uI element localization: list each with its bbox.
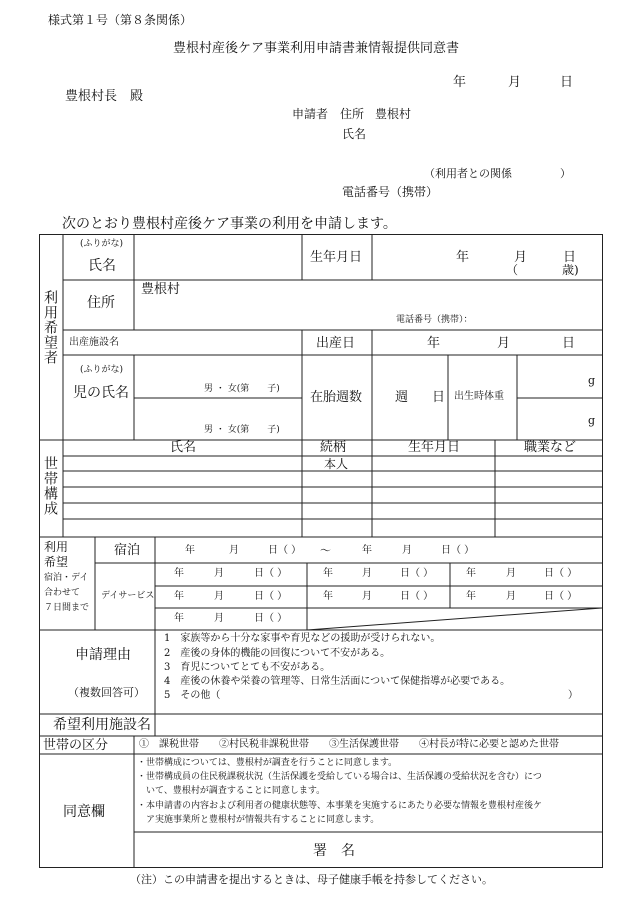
stay-from-month: 月	[229, 545, 239, 556]
stay-tilde: 〜	[320, 544, 331, 557]
user-address-label: 住所	[87, 295, 115, 311]
birth-month: 月	[514, 250, 528, 265]
reason-item-3[interactable]: 3 育児についてとても不安がある。	[164, 662, 331, 673]
user-phone-label: 電話番号（携帯）：	[396, 315, 473, 325]
user-name-label: 氏名	[88, 258, 116, 274]
day2-year: 年	[323, 568, 333, 579]
day3-day: 日（ ）	[544, 568, 578, 579]
household-col-relation: 続柄	[320, 440, 347, 455]
stay-from-day: 日（ ）	[268, 545, 302, 556]
usage-note-3: ７日間まで	[44, 603, 90, 613]
household-col-birth: 生年月日	[408, 440, 461, 455]
usage-label-1: 利用	[44, 540, 69, 554]
reason-item-4[interactable]: 4 産後の休養や栄養の管理等、日常生活面について保健指導が必要である。	[164, 676, 511, 687]
applicant-address-value[interactable]: 豊根村	[375, 107, 412, 121]
consent-item-3b: ア実施事業所と豊根村が情報共有することに同意します。	[137, 815, 380, 825]
household-class-label: 世帯の区分	[43, 738, 109, 753]
reason-other-close: ）	[568, 690, 578, 701]
household-class-options[interactable]: ① 課税世帯 ②村民税非課税世帯 ③生活保護世帯 ④村長が特に必要と認めた世帯	[139, 739, 559, 750]
day6-day: 日（ ）	[544, 591, 578, 602]
day3-year: 年	[466, 568, 476, 579]
name-furigana: (ふりがな)	[80, 239, 124, 249]
day4-month: 月	[214, 591, 224, 602]
day3-month: 月	[506, 568, 516, 579]
delivery-year: 年	[427, 336, 441, 351]
usage-note-2: 合わせて	[44, 588, 81, 598]
signature-label: 署 名	[313, 843, 355, 859]
addressee: 豊根村長 殿	[65, 89, 144, 104]
day1-day: 日（ ）	[254, 568, 288, 579]
consent-item-3a: ・本申請書の内容および利用者の健康状態等、本事業を実施するにあたり必要な情報を豊根村産後ケ	[137, 801, 543, 811]
day7-month: 月	[214, 613, 224, 624]
reason-sub: （複数回答可）	[68, 686, 145, 699]
stay-label: 宿泊	[114, 543, 141, 558]
user-group-label: 利用希望者	[42, 290, 58, 365]
delivery-date-label: 出産日	[316, 336, 356, 351]
intro-text: 次のとおり豊根村産後ケア事業の利用を申請します。	[62, 216, 397, 232]
weight1-unit: g	[588, 374, 596, 387]
household-col-job: 職業など	[524, 440, 577, 455]
consent-item-2b: いて、豊根村が調査することに同意します。	[137, 786, 326, 796]
reason-item-2[interactable]: 2 産後の身体的機能の回復について不安がある。	[164, 648, 391, 659]
stay-to-day: 日（ ）	[441, 545, 475, 556]
date-day: 日	[560, 75, 574, 90]
child1-gender[interactable]: 男 ・ 女(第 子)	[204, 384, 280, 394]
birthdate-label: 生年月日	[310, 250, 363, 265]
form-number: 様式第１号（第８条関係）	[48, 13, 193, 27]
weight2-unit: g	[588, 414, 596, 427]
facility-label: 出産施設名	[69, 337, 119, 348]
user-address-value[interactable]: 豊根村	[141, 282, 181, 297]
footnote: （注）この申請書を提出するときは、母子健康手帳を持参してください。	[130, 873, 493, 886]
delivery-month: 月	[497, 336, 511, 351]
facility-wish-label: 希望利用施設名	[53, 717, 151, 733]
birth-day: 日	[563, 250, 577, 265]
day1-month: 月	[214, 568, 224, 579]
usage-note-1: 宿泊・デイ	[44, 573, 89, 583]
gestation-days: 日	[432, 390, 446, 405]
birth-year: 年	[456, 250, 470, 265]
date-month: 月	[508, 75, 522, 90]
relation-label: （利用者との関係	[424, 167, 512, 180]
child-furigana: (ふりがな)	[80, 365, 124, 375]
day6-month: 月	[506, 591, 516, 602]
household-group-label: 世帯構成	[42, 456, 58, 516]
birth-weight-label: 出生時体重	[454, 391, 504, 402]
stay-to-month: 月	[402, 545, 412, 556]
reason-item-1[interactable]: 1 家族等から十分な家事や育児などの援助が受けられない。	[164, 633, 441, 644]
gestation-label: 在胎週数	[310, 390, 363, 405]
user-name-field[interactable]	[140, 238, 298, 276]
facility-wish-field[interactable]	[160, 716, 598, 734]
phone-label: 電話番号（携帯）	[342, 185, 439, 199]
household-self: 本人	[324, 457, 349, 471]
household-col-name: 氏名	[170, 440, 197, 455]
delivery-day: 日	[562, 336, 576, 351]
applicant-name-label: 氏名	[342, 127, 367, 141]
page-title: 豊根村産後ケア事業利用申請書兼情報提供同意書	[173, 41, 460, 56]
day7-day: 日（ ）	[254, 613, 288, 624]
age-close: 歳)	[562, 263, 579, 277]
child2-gender[interactable]: 男 ・ 女(第 子)	[204, 425, 280, 435]
age-open: （	[506, 263, 519, 277]
date-year: 年	[453, 75, 467, 90]
day6-year: 年	[466, 591, 476, 602]
gestation-weeks: 週	[395, 390, 409, 405]
day5-month: 月	[362, 591, 372, 602]
day4-day: 日（ ）	[254, 591, 288, 602]
day-service-label: デイサービス	[101, 591, 155, 601]
day2-day: 日（ ）	[400, 568, 434, 579]
day5-day: 日（ ）	[400, 591, 434, 602]
consent-item-1: ・世帯構成については、豊根村が調査を行うことに同意します。	[137, 758, 398, 768]
reason-item-5[interactable]: 5 その他（	[164, 690, 221, 701]
day5-year: 年	[323, 591, 333, 602]
signature-field[interactable]	[380, 836, 598, 864]
applicant-label: 申請者	[292, 107, 329, 121]
child-name-label: 児の氏名	[73, 385, 129, 401]
relation-close: ）	[560, 167, 571, 180]
applicant-address-label: 住所	[340, 107, 365, 121]
reason-label: 申請理由	[75, 647, 131, 663]
consent-label: 同意欄	[63, 804, 105, 820]
day7-year: 年	[174, 613, 184, 624]
day1-year: 年	[174, 568, 184, 579]
consent-item-2a: ・世帯構成員の住民税課税状況（生活保護を受給している場合は、生活保護の受給状況を含む）につ	[137, 772, 542, 782]
stay-to-year: 年	[362, 545, 372, 556]
stay-from-year: 年	[185, 545, 195, 556]
day2-month: 月	[362, 568, 372, 579]
day4-year: 年	[174, 591, 184, 602]
usage-label-2: 希望	[44, 555, 69, 569]
